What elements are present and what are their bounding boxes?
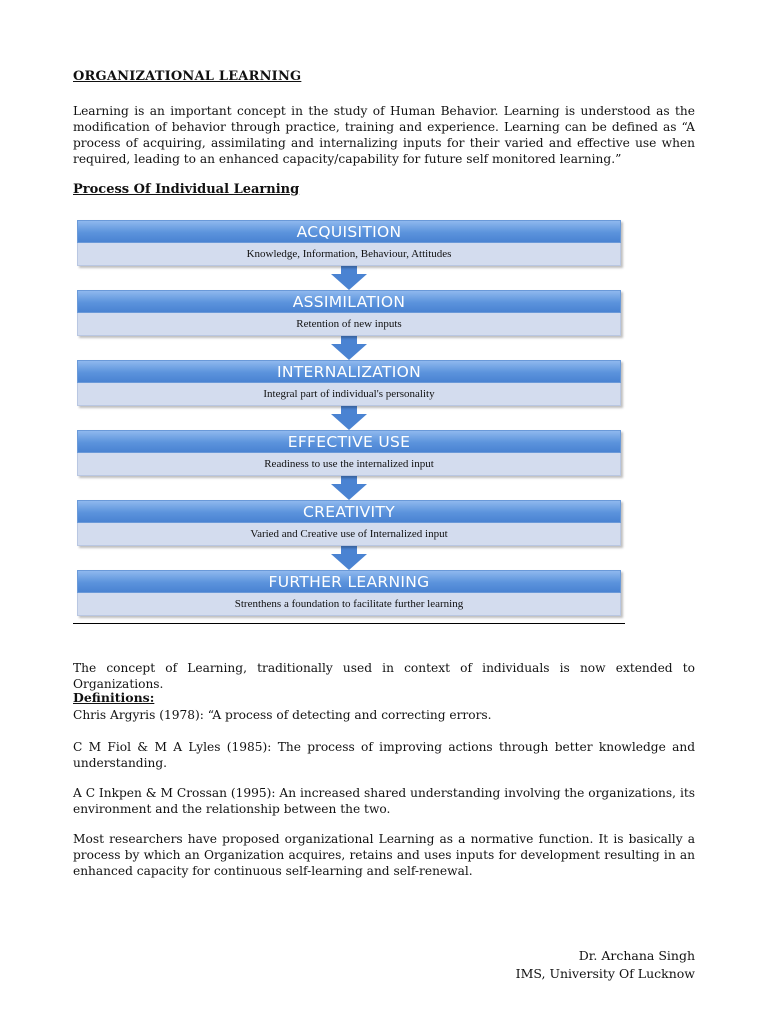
down-arrow-icon: [329, 404, 369, 430]
divider-line: [73, 623, 625, 624]
step-description: Integral part of individual's personality: [77, 383, 621, 406]
process-heading: Process Of Individual Learning: [73, 182, 300, 197]
concept-paragraph: The concept of Learning, traditionally used in context of individuals is now extended to Organizations.: [73, 661, 695, 691]
intro-paragraph: Learning is an important concept in the study of Human Behavior. Learning is understood as the modification of behavior through practice, training and experience. Learning can be defined as “A process of acquiring, assimilating and internalizing inputs for their varied and effective use when required, leading to an enhanced capacity/capability for future self monitored learning.”: [73, 104, 695, 166]
process-step-effective-use: [77, 430, 621, 476]
process-step-assimilation: [77, 290, 621, 336]
document-title: ORGANIZATIONAL LEARNING: [73, 69, 302, 84]
step-title: ACQUISITION: [77, 220, 621, 243]
step-title: CREATIVITY: [77, 500, 621, 523]
step-description: Strenthens a foundation to facilitate further learning: [77, 593, 621, 616]
definitions-heading: Definitions:: [73, 690, 155, 705]
step-title: INTERNALIZATION: [77, 360, 621, 383]
step-title: EFFECTIVE USE: [77, 430, 621, 453]
down-arrow-icon: [329, 474, 369, 500]
process-step-acquisition: [77, 220, 621, 266]
step-title: ASSIMILATION: [77, 290, 621, 313]
down-arrow-icon: [329, 334, 369, 360]
step-title: FURTHER LEARNING: [77, 570, 621, 593]
step-description: Retention of new inputs: [77, 313, 621, 336]
down-arrow-icon: [329, 264, 369, 290]
definition-inkpen-crossan: A C Inkpen & M Crossan (1995): An increased shared understanding involving the organizations, its environment and the relationship between the two.: [73, 786, 695, 816]
author-affiliation: IMS, University Of Lucknow: [515, 966, 695, 981]
closing-paragraph: Most researchers have proposed organizational Learning as a normative function. It is basically a process by which an Organization acquires, retains and uses inputs for development resulting in an enhanced capacity for continuous self-learning and self-renewal.: [73, 832, 695, 878]
step-description: Knowledge, Information, Behaviour, Attitudes: [77, 243, 621, 266]
definition-fiol-lyles: C M Fiol & M A Lyles (1985): The process of improving actions through better knowledge and understanding.: [73, 740, 695, 770]
step-description: Varied and Creative use of Internalized input: [77, 523, 621, 546]
down-arrow-icon: [329, 544, 369, 570]
signature-block: [516, 947, 695, 983]
author-name: Dr. Archana Singh: [578, 948, 695, 963]
process-step-creativity: [77, 500, 621, 546]
definition-argyris: Chris Argyris (1978): “A process of detecting and correcting errors.: [73, 708, 492, 722]
step-description: Readiness to use the internalized input: [77, 453, 621, 476]
process-step-internalization: [77, 360, 621, 406]
process-step-further-learning: [77, 570, 621, 616]
